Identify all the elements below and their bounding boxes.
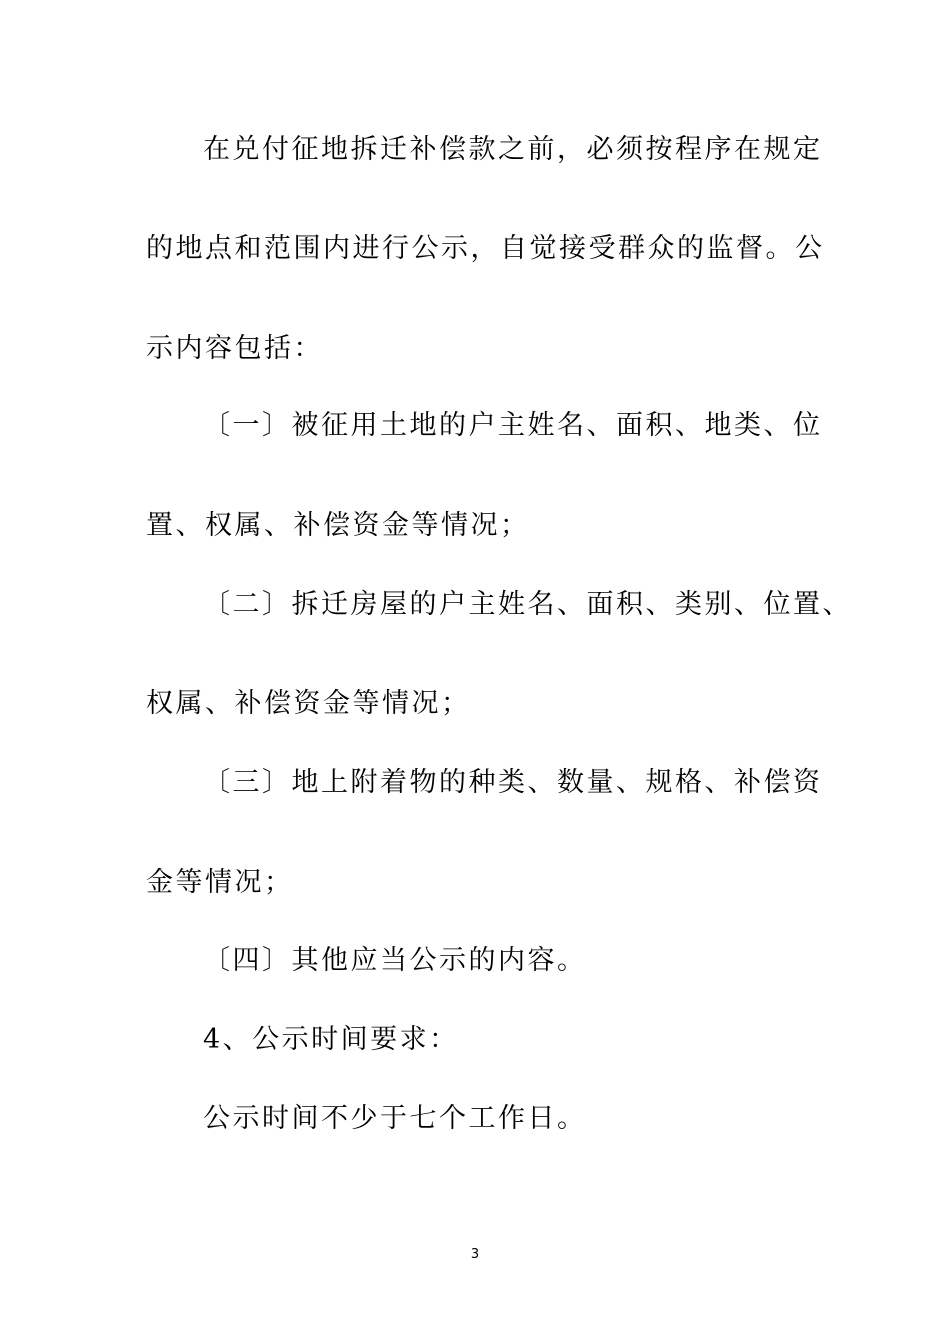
section-body: 公示时间不少于七个工作日。 (203, 1103, 587, 1134)
paragraph-line-1: 在兑付征地拆迁补偿款之前，必须按程序在规定 (203, 134, 823, 165)
list-item-4: 〔四〕其他应当公示的内容。 (203, 945, 587, 976)
list-item-3-line-1: 〔三〕地上附着物的种类、数量、规格、补偿资 (203, 767, 823, 798)
list-item-1-line-2: 置、权属、补偿资金等情况； (146, 510, 530, 541)
list-item-1-line-1: 〔一〕被征用土地的户主姓名、面积、地类、位 (203, 410, 823, 441)
paragraph-line-3: 示内容包括： (146, 333, 323, 364)
list-item-2-line-1: 〔二〕拆迁房屋的户主姓名、面积、类别、位置、 (203, 589, 852, 620)
list-item-2-line-2: 权属、补偿资金等情况； (146, 688, 471, 719)
page-number: 3 (470, 1247, 480, 1262)
section-heading: 4、公示时间要求： (203, 1024, 459, 1055)
paragraph-line-2: 的地点和范围内进行公示，自觉接受群众的监督。公 (146, 233, 825, 264)
list-item-3-line-2: 金等情况； (146, 867, 294, 898)
